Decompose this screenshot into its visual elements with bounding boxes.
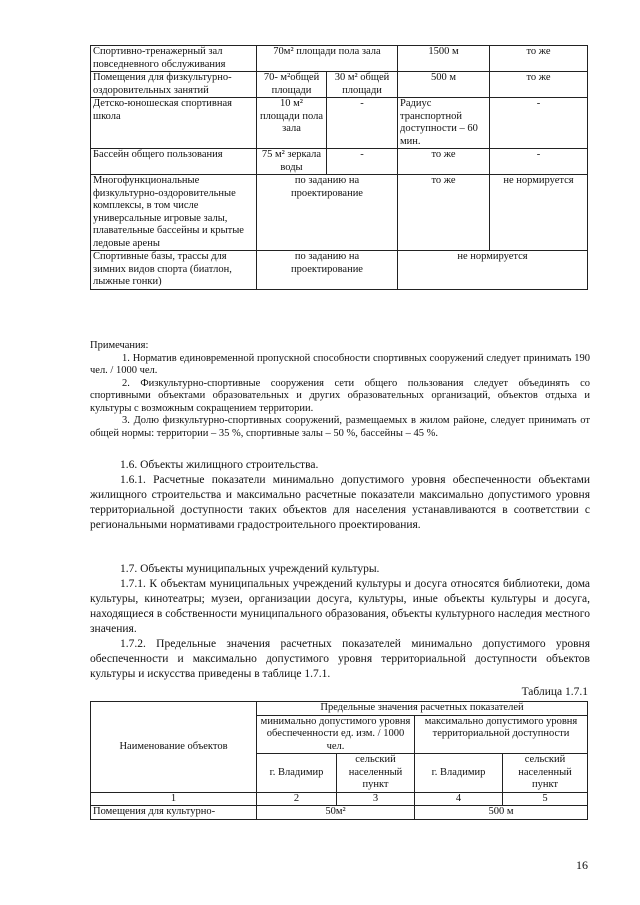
- table-cell: 500 м: [415, 806, 588, 820]
- section-1-7: [90, 562, 590, 682]
- column-number: 4: [415, 792, 503, 806]
- table-row: [91, 175, 588, 251]
- table-row: [91, 792, 588, 806]
- table-row: [91, 98, 588, 149]
- header-cell: сельский населенный пункт: [503, 754, 588, 793]
- culture-objects-table: [90, 701, 588, 820]
- header-cell: г. Владимир: [415, 754, 503, 793]
- table-cell: Помещения для культурно-: [91, 806, 257, 820]
- table-cell: по заданию на проектирование: [257, 175, 398, 251]
- notes-block: [90, 340, 590, 440]
- table-cell: 75 м² зеркала воды: [257, 149, 327, 175]
- table-cell: Многофункциональные физкультурно-оздоровительные комплексы, в том числе универсальные игровые залы, плавательные бассейны и крытые ледовые арены: [91, 175, 257, 251]
- table-cell: то же: [398, 149, 490, 175]
- header-cell: г. Владимир: [257, 754, 337, 793]
- table-cell: -: [490, 98, 588, 149]
- sports-facilities-table: [90, 45, 588, 290]
- table-cell: 70- м²общей площади: [257, 72, 327, 98]
- section-heading: 1.6. Объекты жилищного строительства.: [120, 459, 319, 471]
- section-1-6: [90, 458, 590, 533]
- table-cell: не нормируется: [398, 251, 588, 290]
- table-cell: Спортивно-тренажерный зал повседневного обслуживания: [91, 46, 257, 72]
- table-cell: -: [327, 149, 398, 175]
- section-paragraph: 1.7.2. Предельные значения расчетных показателей минимально допустимого уровня обеспеченности и максимально допустимого уровня территориальной доступности объектов культуры и искусства приведены в таблице 1.7.1.: [90, 638, 590, 680]
- table-row: [91, 806, 588, 820]
- header-cell: Предельные значения расчетных показателей: [257, 702, 588, 716]
- table-cell: Детско-юношеская спортивная школа: [91, 98, 257, 149]
- table-cell: 50м²: [257, 806, 415, 820]
- table-cell: 10 м² площади пола зала: [257, 98, 327, 149]
- table-row: [91, 251, 588, 290]
- table-row: [91, 46, 588, 72]
- column-number: 5: [503, 792, 588, 806]
- table-row: [91, 149, 588, 175]
- column-number: 1: [91, 792, 257, 806]
- table-cell: 1500 м: [398, 46, 490, 72]
- table-cell: -: [327, 98, 398, 149]
- note-item: 2. Физкультурно-спортивные сооружения сети общего пользования следует объединять со спортивными объектами образовательных и других образовательных организаций, объектов отдыха и культуры с возможным сокращением территории.: [90, 377, 590, 414]
- table-row: [91, 72, 588, 98]
- header-cell: сельский населенный пункт: [337, 754, 415, 793]
- table-cell: Помещения для физкультурно-оздоровительных занятий: [91, 72, 257, 98]
- table-caption: Таблица 1.7.1: [521, 686, 588, 698]
- table-cell: то же: [398, 175, 490, 251]
- header-cell: минимально допустимого уровня обеспеченности ед. изм. / 1000 чел.: [257, 715, 415, 754]
- section-paragraph: 1.6.1. Расчетные показатели минимально допустимого уровня обеспеченности объектами жилищного строительства и максимально расчетные показатели максимально допустимого уровня территориальной доступности таких объектов для населения устанавливаются в соответствии с региональными нормативами градостроительного проектирования.: [90, 474, 590, 531]
- table-row: [91, 702, 588, 716]
- note-item: 3. Долю физкультурно-спортивных сооружений, размещаемых в жилом районе, следует принимать от общей нормы: территории – 35 %, спортивные залы – 50 %, бассейны – 45 %.: [90, 415, 590, 439]
- table-cell: то же: [490, 46, 588, 72]
- table-cell: 500 м: [398, 72, 490, 98]
- table-cell: то же: [490, 72, 588, 98]
- table-cell: Бассейн общего пользования: [91, 149, 257, 175]
- note-item: 1. Норматив единовременной пропускной способности спортивных сооружений следует принимать 190 чел. / 1000 чел.: [90, 352, 590, 376]
- notes-title: Примечания:: [90, 340, 149, 351]
- header-cell: Наименование объектов: [91, 702, 257, 793]
- table-cell: 70м² площади пола зала: [257, 46, 398, 72]
- table-cell: -: [490, 149, 588, 175]
- section-heading: 1.7. Объекты муниципальных учреждений культуры.: [120, 563, 380, 575]
- table-cell: Радиус транспортной доступности – 60 мин.: [398, 98, 490, 149]
- page-number: 16: [576, 858, 588, 872]
- table-cell: не нормируется: [490, 175, 588, 251]
- table-cell: Спортивные базы, трассы для зимних видов спорта (биатлон, лыжные гонки): [91, 251, 257, 290]
- column-number: 2: [257, 792, 337, 806]
- table-cell: 30 м² общей площади: [327, 72, 398, 98]
- header-cell: максимально допустимого уровня территориальной доступности: [415, 715, 588, 754]
- table-cell: по заданию на проектирование: [257, 251, 398, 290]
- section-paragraph: 1.7.1. К объектам муниципальных учреждений культуры и досуга относятся библиотеки, дома культуры, кинотеатры; музеи, организации досуга, культуры, иные объекты культуры и досуга, находящиеся в собственности муниципального образования, объекты культурного наследия местного значения.: [90, 578, 590, 635]
- column-number: 3: [337, 792, 415, 806]
